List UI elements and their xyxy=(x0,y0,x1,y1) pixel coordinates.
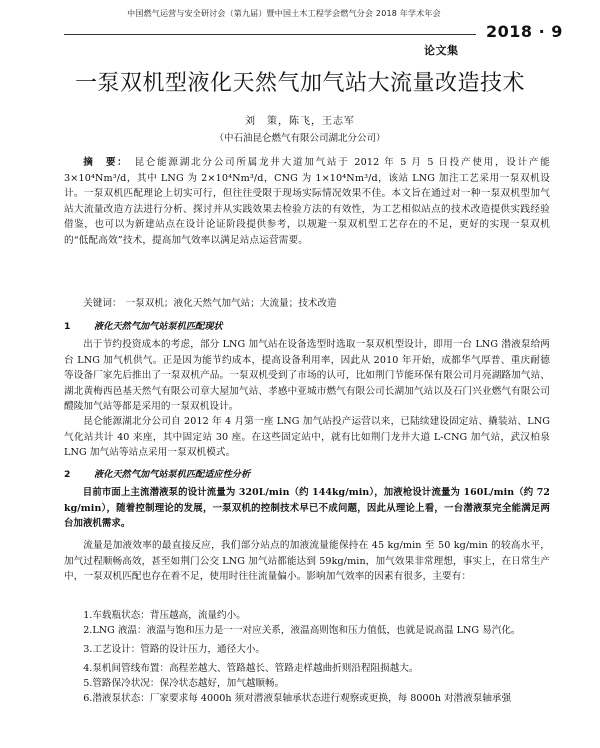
paragraph: 出于节约投资成本的考虑，部分 LNG 加气站在设备选型时选取一泵双机型设计，即用一台 LNG 潜液泵给两台 LNG 加气机供气。正是因为能节约成本，提高设备利用率，因此从 2010 年开始，成都华气厚普、重庆耐德等设备厂家先后推出了一泵双机产品。一泵双机受到了市场的认可，比如荆门节能环保有限公司月亮湖路加气站、湖北黄梅西邑基天然气有限公司章大屋加气站、孝感中亚城市燃气有限公司长湖加气站以及石门兴业燃气有限公司醴陵加气站等都是采用的一泵双机设计。 xyxy=(64,339,550,413)
section-title: 液化天然气加气站泵机匹配现状 xyxy=(94,321,223,332)
issue-number: 2018 · 9 xyxy=(486,22,563,41)
list-item: 4.泵机间管线布置：高程差越大、管路越长、管路走样越曲折则沿程阻损越大。 xyxy=(83,663,419,674)
list-item: 2.LNG 液温：液温与饱和压力是一一对应关系，液温高则饱和压力值低，也就是说高温 LNG 易汽化。 xyxy=(83,625,521,636)
section-number: 2 xyxy=(64,469,71,480)
list-item: 5.管路保冷状况：保冷状态越好，加气越顺畅。 xyxy=(83,678,285,689)
keywords-label: 关键词： xyxy=(83,298,122,309)
collection-label: 论文集 xyxy=(424,44,459,57)
list-item: 6.潜液泵状态：厂家要求每 4000h 须对潜液泵轴承状态进行观察或更换，每 8000h 对潜液泵轴承强 xyxy=(83,693,512,704)
list-item: 3.工艺设计：管路的设计压力，通径大小。 xyxy=(83,644,266,655)
keywords-text: 一泵双机；液化天然气加气站；大流量；技术改造 xyxy=(125,298,337,309)
abstract xyxy=(64,155,550,249)
list-item: 1.车载瓶状态：背压越高，流量约小。 xyxy=(83,610,246,621)
paragraph: 昆仑能源湖北分公司自 2012 年 4 月第一座 LNG 加气站投产运营以来，已陆续建设固定站、撬装站、LNG 气化站共计 40 来座，其中固定站 30 座。在这些固定站中，就有比如荆门龙井大道 L-CNG 加气站，武汉柏泉 LNG 加气站等站点采用一泵双机模式。 xyxy=(64,416,550,459)
paragraph: 目前市面上主流潜液泵的设计流量为 320L/min（约 144kg/min），加液枪设计流量为 160L/min（约 72 kg/min），随着控制理论的发展，一泵双机的控制技术早已不成问题，因此从理论上看，一台潜液泵完全能满足两台加液机需求。 xyxy=(64,487,550,530)
section-heading-1 xyxy=(64,318,223,332)
header-rule xyxy=(64,34,476,35)
paragraph: 流量是加液效率的最直接反应，我们部分站点的加液流量能保持在 45 kg/min 至 50 kg/min 的较高水平，加气过程顺畅高效，甚至如荆门公交 LNG 加气站都能达到 59kg/min，加气效果非常理想，事实上，在日常生产中，一泵双机匹配也存在着不足，使用时往往流量偏小。影响加气效率的因素有很多，主要有： xyxy=(64,540,550,583)
author-affiliation: （中石油昆仑燃气有限公司湖北分公司） xyxy=(214,133,386,144)
factor-list xyxy=(64,608,550,706)
abstract-label: 摘 要： xyxy=(83,157,129,168)
section-number: 1 xyxy=(64,321,71,332)
running-header: 中国燃气运营与安全研讨会（第九届）暨中国土木工程学会燃气分会 2018 年学术年会 xyxy=(127,9,441,18)
paper-title: 一泵双机型液化天然气加气站大流量改造技术 xyxy=(74,71,525,96)
author-list: 刘 策，陈飞，王志军 xyxy=(245,116,355,127)
keywords xyxy=(64,296,550,311)
section-heading-2 xyxy=(64,466,250,480)
section-title: 液化天然气加气站泵机匹配适应性分析 xyxy=(94,469,251,480)
abstract-text: 昆仑能源湖北分公司所属龙井大道加气站于 2012 年 5 月 5 日投产使用，设计产能 3×10⁴Nm³/d，其中 LNG 为 2×10⁴Nm³/d，CNG 为 1×10⁴Nm³/d，该站 LNG 加注工艺采用一泵双机设计。一泵双机匹配理论上切实可行，但往往受限于现场实际情况效果不佳。本文旨在通过对一种一泵双机型加气站大流量改造方法进行分析、探讨并从实践效果去检验方法的有效性，为工艺相似站点的技术改造提供实践经验借鉴，也可以为新建站点在设计论证阶段提供参考，以规避一泵双机型工艺存在的不足，更好的实现一泵双机的“低配高效”技术，提高加气效率以满足站点运营需要。 xyxy=(64,157,550,246)
